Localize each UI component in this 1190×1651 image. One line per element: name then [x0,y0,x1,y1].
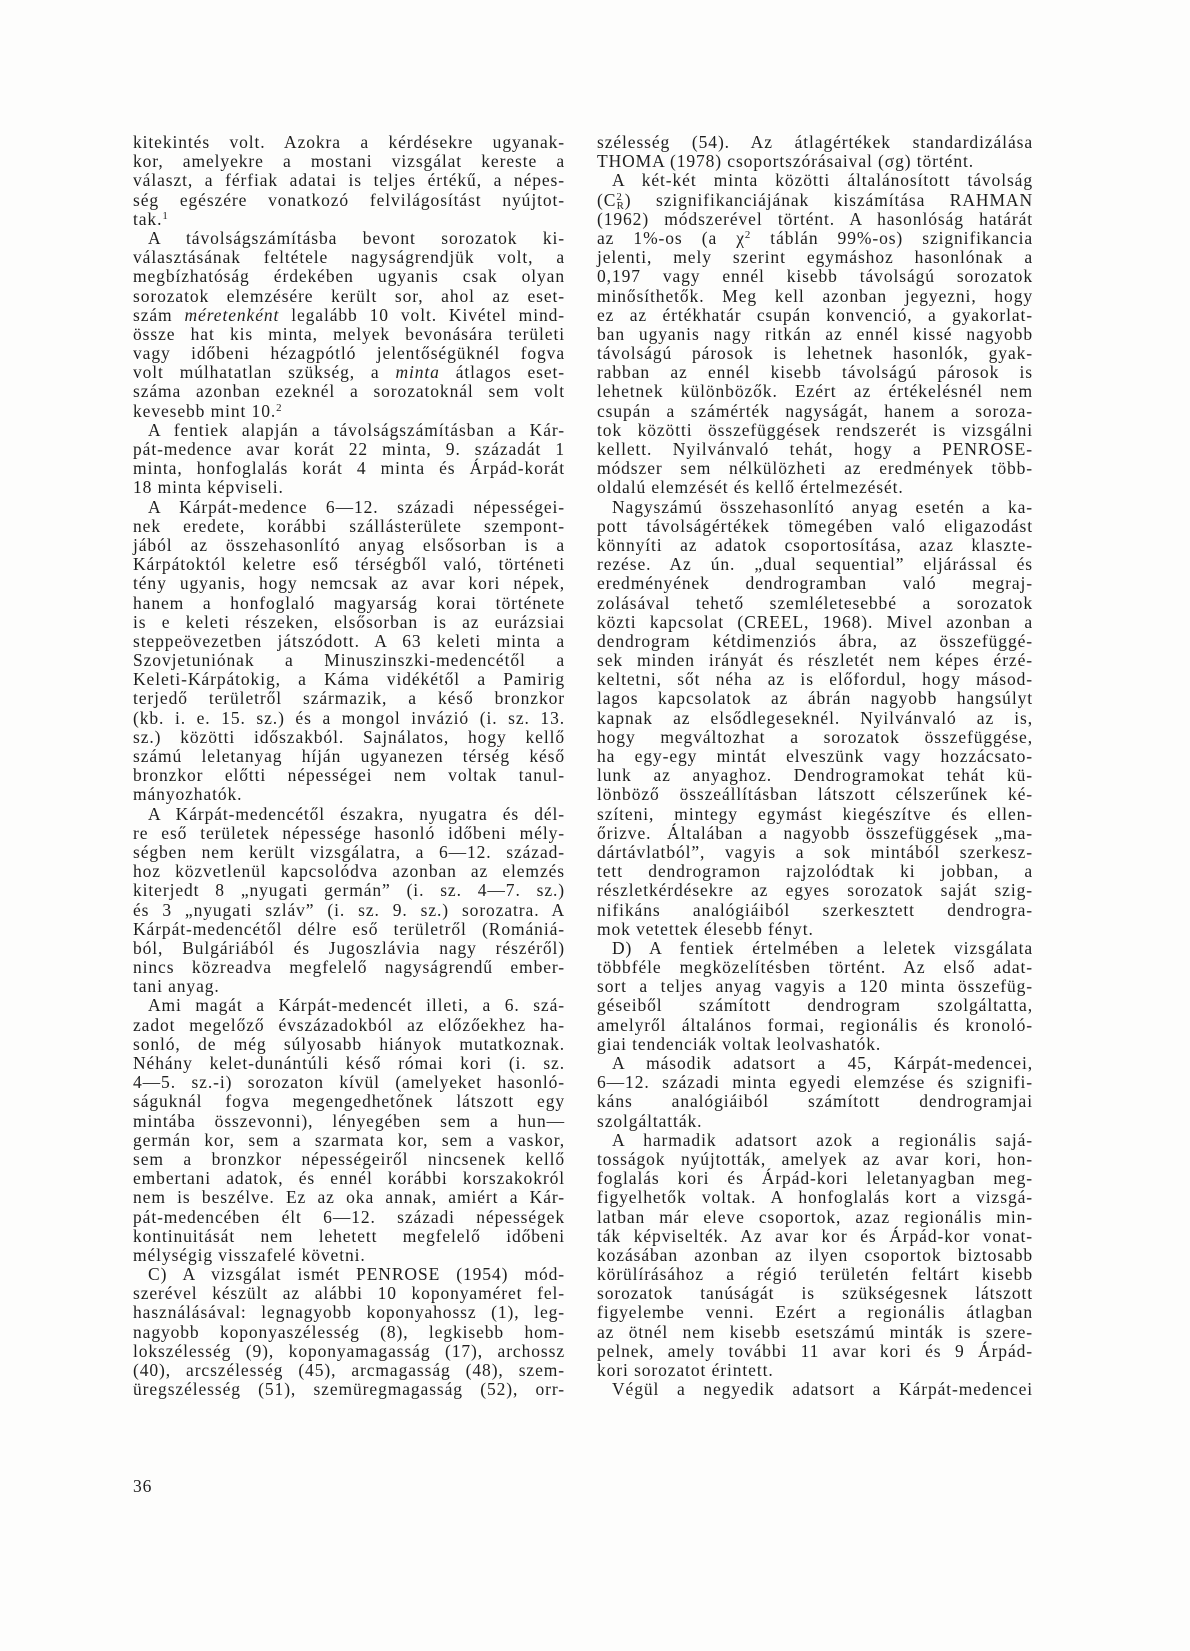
text-line: mok vetettek élesebb fényt. [597,918,814,939]
text-line: választ, a férfiak adatai is teljes értékű, a népes- [133,170,565,191]
text-line: pott távolságértékek tömegében való eligazodást [597,515,1033,536]
text-line: kori sorozatot érintett. [597,1360,774,1380]
text-line: és 3 „nyugati szláv” (i. sz. 9. sz.) sorozatra. A [133,899,565,920]
text-line: keltetni, sőt néha az is előfordul, hogy másod- [597,669,1033,690]
text-line: Végül a negyedik adatsort a Kárpát-medencei [612,1379,1033,1400]
text-line: pát-medence avar korát 22 minta, 9. századát 1 [133,439,565,459]
text-line: 18 minta képviseli. [133,477,284,498]
text-line: latban már eleve csoportok, azaz regionális min- [597,1206,1033,1227]
text-line: foglalás kori és Árpád-kori leletanyagban meg- [597,1168,1033,1189]
text-segment: táblán 99%-os) szignifikancia [751,227,1033,248]
text-line: ez az értékhatár csupán konvenció, a gyakorlat- [597,304,1033,325]
text-line: terjedő területről származik, a késő bronzkor [133,688,565,709]
text-line: A második adatsort a 45, Kárpát-medencei, [612,1053,1033,1073]
text-line: tosságok nyújtották, amelyek az avar kori, hon- [597,1148,1033,1169]
text-line: zadot megelőző évszázadokból az előzőekhez ha- [133,1014,565,1035]
text-line: módszer sem nélkülözheti az eredmények több- [597,458,1033,479]
text-line: az ötnél nem kisebb esetszámú minták is szere- [597,1321,1033,1342]
text-segment: legalább 10 volt. Kivétel mind- [279,304,565,325]
text-line: lehetnek különbözők. Ezért az értékelésnél nem [597,381,1033,402]
text-line: tény ugyanis, hogy nemcsak az avar kori népek, [133,573,565,594]
text-line [133,210,565,229]
text-line: könnyíti az adatok csoportosítása, azaz klaszte- [597,534,1033,555]
text-line: sem a bronzkor népességeiről nincsenek kellő [133,1148,565,1169]
text-segment: (C [597,189,617,210]
left-column [133,133,565,1399]
text-line: Nagyszámú összehasonlító anyag esetén a ka- [612,496,1033,517]
text-line: embertani adatok, és ennél korábbi korszakokról [133,1168,565,1189]
text-line: kozásában azonban az ilyen csoportok biztosabb [597,1244,1033,1265]
text-line: szélesség (54). Az átlagértékek standardizálása [597,132,1033,152]
text-line: számú leletanyag híján ugyanezen térség késő [133,746,565,766]
text-line: mintába összevonni), lényegében sem a hun— [133,1110,565,1131]
text-line: dendrogram kétdimenziós ábra, az összefüggé- [597,630,1033,651]
right-column [597,133,1033,1399]
page-number: 36 [133,1476,153,1496]
text-line: dártávlatból”, vagyis a sok mintából szerkesz- [597,841,1033,862]
text-line: rezése. Az ún. „dual sequential” eljárással és [597,554,1033,575]
text-line: nincs közreadva megfelelő nagyságrendű ember- [133,957,565,978]
text-segment: tak. [133,208,163,229]
text-line: Kárpátoktól keletre eső térségből való, történeti [133,554,565,575]
text-line: őrizve. Általában a nagyobb összefüggések „ma- [597,822,1033,843]
text-line: mélységig visszafelé követni. [133,1244,366,1265]
text-line: A harmadik adatsort azok a regionális sajá- [612,1129,1033,1150]
text-line: oldalú elemzését és kellő értelmezését. [597,477,904,498]
text-line: (kb. i. e. 15. sz.) és a mongol invázió (i. sz. 13. [133,707,565,728]
text-line: minősíthetők. Meg kell azonban jegyezni, hogy [597,285,1033,306]
text-line: A két-két minta közötti általánosított távolság [612,170,1033,191]
text-line: sz.) közötti időszakból. Sajnálatos, hogy kellő [133,726,565,747]
text-line: nem is beszélve. Ez az oka annak, amiért a Kár- [133,1187,565,1208]
text-line: szolgáltatták. [597,1110,703,1131]
text-line: szerével készült az alábbi 10 koponyaméret fel- [133,1283,565,1304]
text-line: csupán a számérték nagyságát, hanem a soroza- [597,400,1033,421]
text-line: sort a teljes anyag vagyis a 120 minta összefüg- [597,976,1033,997]
text-line: jából az összehasonlító anyag elsősorban is a [133,534,565,555]
text-line: kontinuitását nem lehetett megfelelő időbeni [133,1225,565,1246]
text-line: sek minden irányát és részletét nem képes érzé- [597,650,1033,671]
text-line: C) A vizsgálat ismét PENROSE (1954) mód- [148,1264,565,1285]
text-line: ból, Bulgáriából és Jugoszlávia nagy részéről) [133,937,565,958]
text-line: pelnek, amely további 11 avar kori és 9 Árpád- [597,1340,1033,1361]
text-line: THOMA (1978) csoportszórásaival (σg) történt. [597,151,975,172]
text-line: (1962) módszerével történt. A hasonlóság határát [597,208,1033,229]
text-line: amelyről általános formai, regionális és kronoló- [597,1014,1033,1035]
text-line: 4—5. sz.-i) sorozaton kívül (amelyeket hasonló- [133,1072,565,1093]
text-line: eredményének dendrogramban való megraj- [597,573,1033,594]
text-segment: az 1%-os (a χ [597,227,745,248]
text-line [133,363,565,382]
text-line: tani anyag. [133,976,220,997]
paragraph [597,133,1033,171]
paragraph [597,1131,1033,1380]
paragraph [133,805,565,997]
text-line: 0,197 vagy ennél kisebb távolságú sorozatok [597,266,1033,287]
paragraph [133,498,565,805]
text-line: részletkérdésekre az egyes sorozatok saját szig- [597,880,1033,901]
text-line: Kárpát-medencétől délre eső területről (Romániá- [133,918,565,939]
text-line: ség egészére vonatkozó felvilágosítást nyújtot- [133,189,565,210]
paragraph [597,498,1033,939]
text-line: körülírásához a régió területén feltárt kisebb [597,1264,1033,1285]
text-line [597,229,1033,248]
text-line: hogy megváltozhat a sorozatok összefüggése, [597,726,1033,747]
text-line: nek eredete, korábbi szállásterülete szempont- [133,515,565,536]
text-line: kiterjedt 8 „nyugati germán” (i. sz. 4—7. sz.) [133,880,565,901]
text-line: hanem a honfoglaló magyarság korai története [133,592,565,613]
text-line: sonló, de még súlyosabb hiányok mutatkoznak. [133,1033,565,1054]
text-line: lokszélesség (9), koponyamagasság (17), archossz [133,1340,565,1361]
text-line: ták képviselték. Az avar kor és Árpád-kor vonat- [597,1225,1033,1246]
text-line: szíteni, mintegy egymást kiegészítve és ellen- [597,803,1033,824]
text-line: közti kapcsolat (CREEL, 1968). Mivel azonban a [597,611,1033,632]
text-line: távolságú párosok is lehetnek hasonlók, gyak- [597,343,1033,364]
text-segment: volt múlhatatlan szükség, a [133,362,396,383]
text-line [133,402,565,421]
superscript: 1 [162,209,169,222]
text-line: lönböző összeállításban látszott célszerűnek ké- [597,784,1033,805]
text-line: zolásával tehető szemléletesebbé a sorozatok [597,592,1033,613]
superscript: 2 [616,190,623,203]
paragraph [133,133,565,229]
text-line: minta, honfoglalás korát 4 minta és Árpád-korát [133,458,565,479]
text-line: re eső területek népessége hasonló időbeni mély- [133,822,565,843]
text-line: használásával: legnagyobb koponyahossz (1), leg- [133,1302,565,1323]
text-line: hoz közvetlenül kapcsolódva azonban az elemzés [133,861,565,882]
text-line: nifikáns analógiáiból szerkesztett dendrogra- [597,899,1033,920]
text-line: választásának feltétele nagyságrendjük volt, a [133,247,565,268]
text-line: is e keleti részeken, elsősorban is az eurázsiai [133,611,565,632]
text-line [597,191,1033,210]
text-line: D) A fentiek értelmében a leletek vizsgálata [612,937,1033,958]
text-line: kapnak az elsődlegeseknél. Nyilvánvaló az is, [597,707,1033,728]
text-line: káns analógiáiból számított dendrogramjai [597,1091,1033,1112]
text-line: (40), arcszélesség (45), arcmagasság (48), szem- [133,1360,565,1380]
text-line: géseiből számított dendrogram szolgáltatta, [597,995,1033,1016]
paragraph [597,1054,1033,1131]
text-line: A Kárpát-medence 6—12. századi népességei- [148,496,565,517]
paragraph [133,996,565,1265]
text-line: többféle megközelítésben történt. Az első adat- [597,957,1033,978]
text-line: Szovjetuniónak a Minuszinszki-medencétől a [133,650,565,671]
text-line: ságuknál fogva megengedhetőnek látszott egy [133,1091,565,1112]
text-line: germán kor, sem a szarmata kor, sem a vaskor, [133,1129,565,1150]
text-line: sorozatok tanúságát is szükségesnek látszott [597,1283,1033,1304]
superscript: 2 [744,228,752,241]
text-line: megbízhatóság érdekében ugyanis csak olyan [133,266,565,287]
text-line: sorozatok elemzésére került sor, ahol az eset- [133,285,565,306]
superscript: 2 [276,401,283,414]
text-line: össze hat kis minta, melyek bevonására területi [133,323,565,344]
text-line: rabban az ennél kisebb távolságú párosok is [597,362,1033,383]
text-line: Keleti-Kárpátokig, a Káma vidékétől a Pamirig [133,669,565,690]
text-line: üregszélesség (51), szemüregmagasság (52), orr- [133,1379,565,1400]
text-line: bronzkor előtti népességei nem voltak tanul- [133,765,565,786]
text-line: Néhány kelet-dunántúli késő római kori (i. sz. [133,1053,565,1073]
text-line: Ami magát a Kárpát-medencét illeti, a 6. szá- [148,995,565,1016]
subscript: R [616,199,625,212]
text-line: ségben nem került vizsgálatra, a 6—12. század- [133,841,565,862]
text-line: pát-medencében élt 6—12. századi népességek [133,1206,565,1227]
text-line: lagos kapcsolatok az ábrán nagyobb hangsúlyt [597,688,1033,709]
text-line: nagyobb koponyaszélesség (8), legkisebb hom- [133,1321,565,1342]
paragraph [133,229,565,421]
text-segment: átlagos eset- [439,362,565,383]
text-line: figyelhetők voltak. A honfoglalás kort a vizsgá- [597,1187,1033,1208]
paragraph [133,1265,565,1399]
italic-text: minta [395,362,440,383]
text-line: kor, amelyekre a mostani vizsgálat kereste a [133,151,565,172]
text-segment: szám [133,304,185,325]
paragraph [597,1380,1033,1399]
text-line: figyelembe venni. Ezért a regionális átlagban [597,1302,1033,1323]
text-line: vagy időbeni hézagpótló jelentőségüknél fogva [133,343,565,364]
paragraph [597,171,1033,497]
text-line: giai tendenciák voltak leolvashatók. [597,1033,882,1054]
text-segment: kevesebb mint 10. [133,400,277,421]
text-line: A fentiek alapján a távolságszámításban a Kár- [148,419,565,440]
paragraph [133,421,565,498]
italic-text: méretenként [184,304,280,325]
text-line: kellett. Nyilvánvaló tehát, hogy a PENROSE- [597,439,1033,459]
text-line: ban ugyanis nagy ritkán az ennél kissé nagyobb [597,323,1033,344]
text-line: steppeövezetben játszódott. A 63 keleti minta a [133,630,565,651]
text-line: ha egy-egy mintát elveszünk vagy hozzácsato- [597,746,1033,766]
text-line: tok közötti összefüggések rendszerét is vizsgálni [597,419,1033,440]
paragraph [597,939,1033,1054]
text-line: száma azonban ezeknél a sorozatoknál sem volt [133,381,565,402]
text-line: 6—12. századi minta egyedi elemzése és szignifi- [597,1072,1033,1093]
text-line: tett dendrogramon rajzolódtak ki jobban, a [597,861,1033,882]
text-line: lunk az anyaghoz. Dendrogramokat tehát kü- [597,765,1033,786]
text-line: A távolságszámításba bevont sorozatok ki- [148,227,565,248]
text-line: kitekintés volt. Azokra a kérdésekre ugyanak- [133,132,565,152]
text-segment: ) szignifikanciájának kiszámítása RAHMAN [624,189,1033,210]
text-line: A Kárpát-medencétől északra, nyugatra és dél- [148,803,565,824]
text-line: mányozhatók. [133,784,243,805]
text-line [133,306,565,325]
text-line: jelenti, mely szerint egymáshoz hasonlónak a [597,247,1033,268]
